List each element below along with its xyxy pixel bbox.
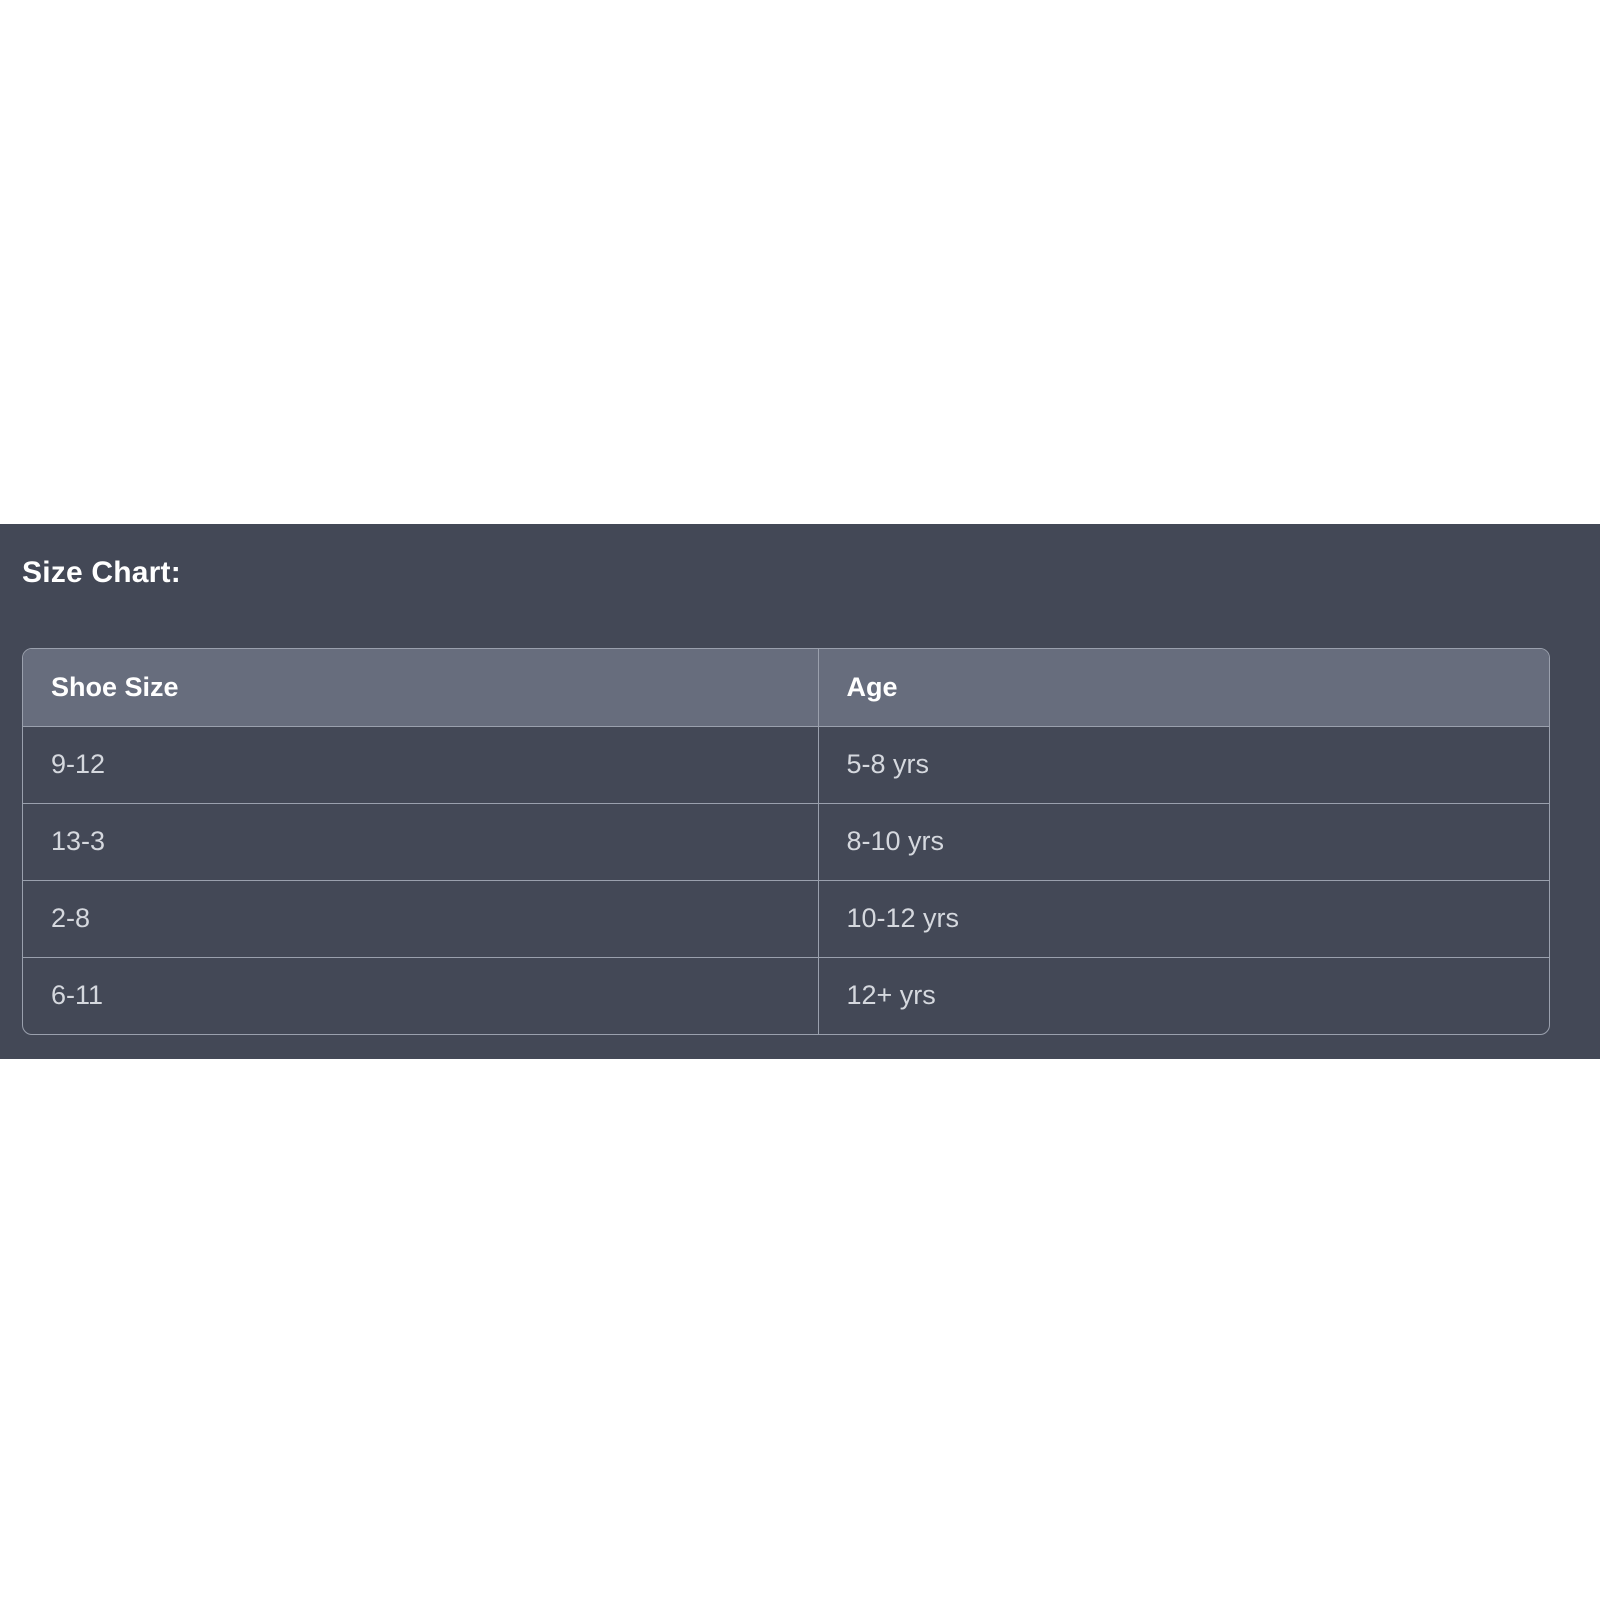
table-row: [23, 957, 1549, 1034]
table-row: [23, 803, 1549, 880]
cell-age: 8-10 yrs: [818, 803, 1549, 880]
cell-age: 5-8 yrs: [818, 726, 1549, 803]
cell-shoe-size: 9-12: [23, 726, 818, 803]
table-header: [23, 649, 1549, 726]
cell-shoe-size: 6-11: [23, 957, 818, 1034]
page-title: Size Chart:: [22, 556, 181, 589]
cell-age: 10-12 yrs: [818, 880, 1549, 957]
size-chart-table: [23, 649, 1549, 1034]
cell-shoe-size: 13-3: [23, 803, 818, 880]
column-header-shoe-size: Shoe Size: [23, 649, 818, 726]
table-body: [23, 726, 1549, 1034]
cell-age: 12+ yrs: [846, 980, 936, 1011]
cell-shoe-size: 2-8: [23, 880, 818, 957]
table-row: [23, 880, 1549, 957]
table-header-row: [23, 649, 1549, 726]
table-row: [23, 726, 1549, 803]
size-chart-table-container: [22, 648, 1550, 1035]
size-chart-panel: [0, 524, 1600, 1059]
column-header-age: Age: [818, 649, 1549, 726]
